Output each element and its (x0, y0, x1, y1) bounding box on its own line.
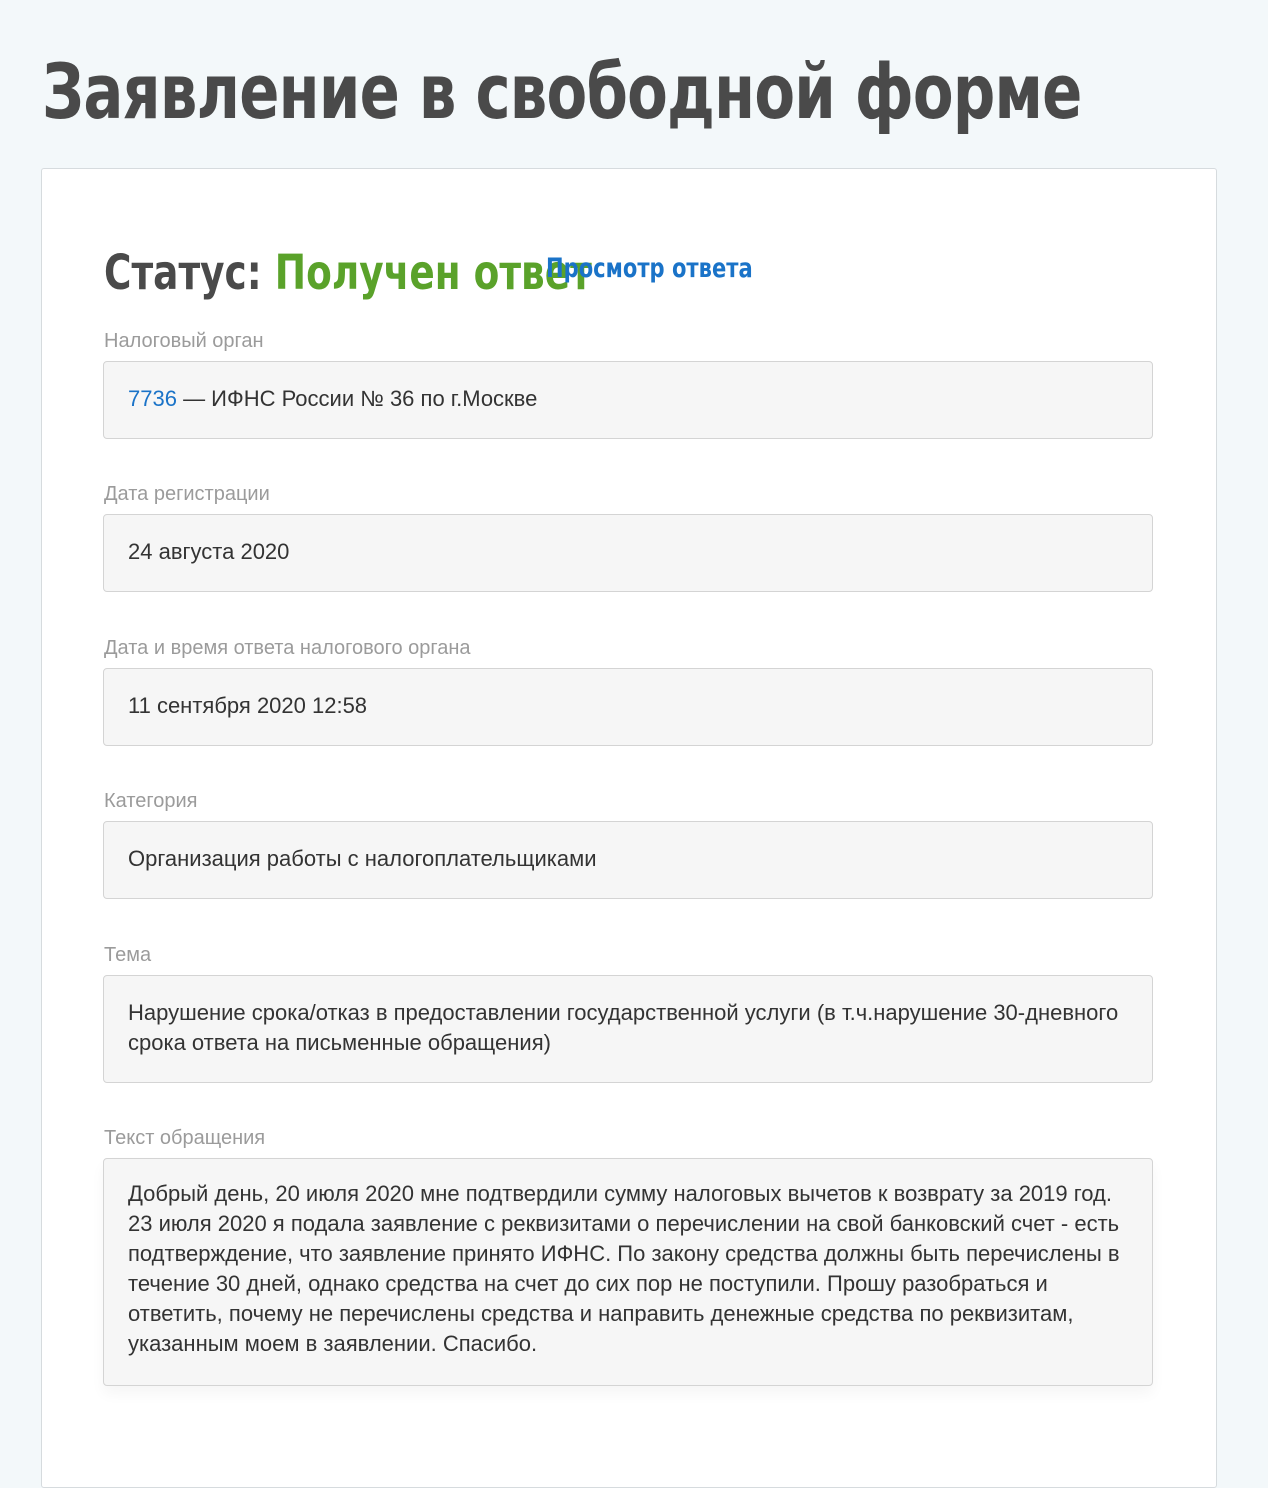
tax-authority-label: Налоговый орган (104, 330, 264, 352)
appeal-card (41, 168, 1217, 1488)
view-answer-link[interactable]: Просмотр ответа (546, 253, 753, 284)
tax-authority-name: — ИФНС России № 36 по г.Москве (176, 386, 538, 411)
tax-authority-value (103, 361, 1153, 439)
status-label: Статус: (104, 245, 262, 301)
response-datetime-value: 11 сентября 2020 12:58 (103, 668, 1153, 746)
appeal-text-value: Добрый день, 20 июля 2020 мне подтвердили сумму налоговых вычетов к возврату за 2019 год. 23 июля 2020 я подала заявление с реквизитами о перечислении на свой банковский счет - есть подтверждение, что заявление принято ИФНС. По закону средства должны быть перечислены в течение 30 дней, однако средства на счет до сих пор не поступили. Прошу разобраться и ответить, почему не перечислены средства и направить денежные средства по реквизитам, указанным моем в заявлении. Спасибо. (103, 1158, 1153, 1386)
status-heading (104, 243, 592, 303)
appeal-text-label: Текст обращения (104, 1127, 266, 1149)
tax-authority-code-link[interactable]: 7736 (128, 386, 177, 411)
field-topic (103, 943, 1153, 1083)
topic-label: Тема (104, 944, 152, 966)
topic-value: Нарушение срока/отказ в предоставлении государственной услуги (в т.ч.нарушение 30-дневного срока ответа на письменные обращения) (103, 975, 1153, 1083)
status-value: Получен ответ (274, 245, 592, 301)
field-registration-date (103, 482, 1153, 592)
registration-date-value: 24 августа 2020 (103, 514, 1153, 592)
field-response-datetime (103, 636, 1153, 746)
registration-date-label: Дата регистрации (104, 483, 270, 505)
response-datetime-label: Дата и время ответа налогового органа (104, 637, 471, 659)
category-value: Организация работы с налогоплательщиками (103, 821, 1153, 899)
page-title: Заявление в свободной форме (42, 47, 1082, 136)
field-tax-authority (103, 329, 1153, 439)
field-appeal-text (103, 1126, 1153, 1386)
category-label: Категория (104, 790, 198, 812)
field-category (103, 789, 1153, 899)
status-row (104, 243, 753, 303)
